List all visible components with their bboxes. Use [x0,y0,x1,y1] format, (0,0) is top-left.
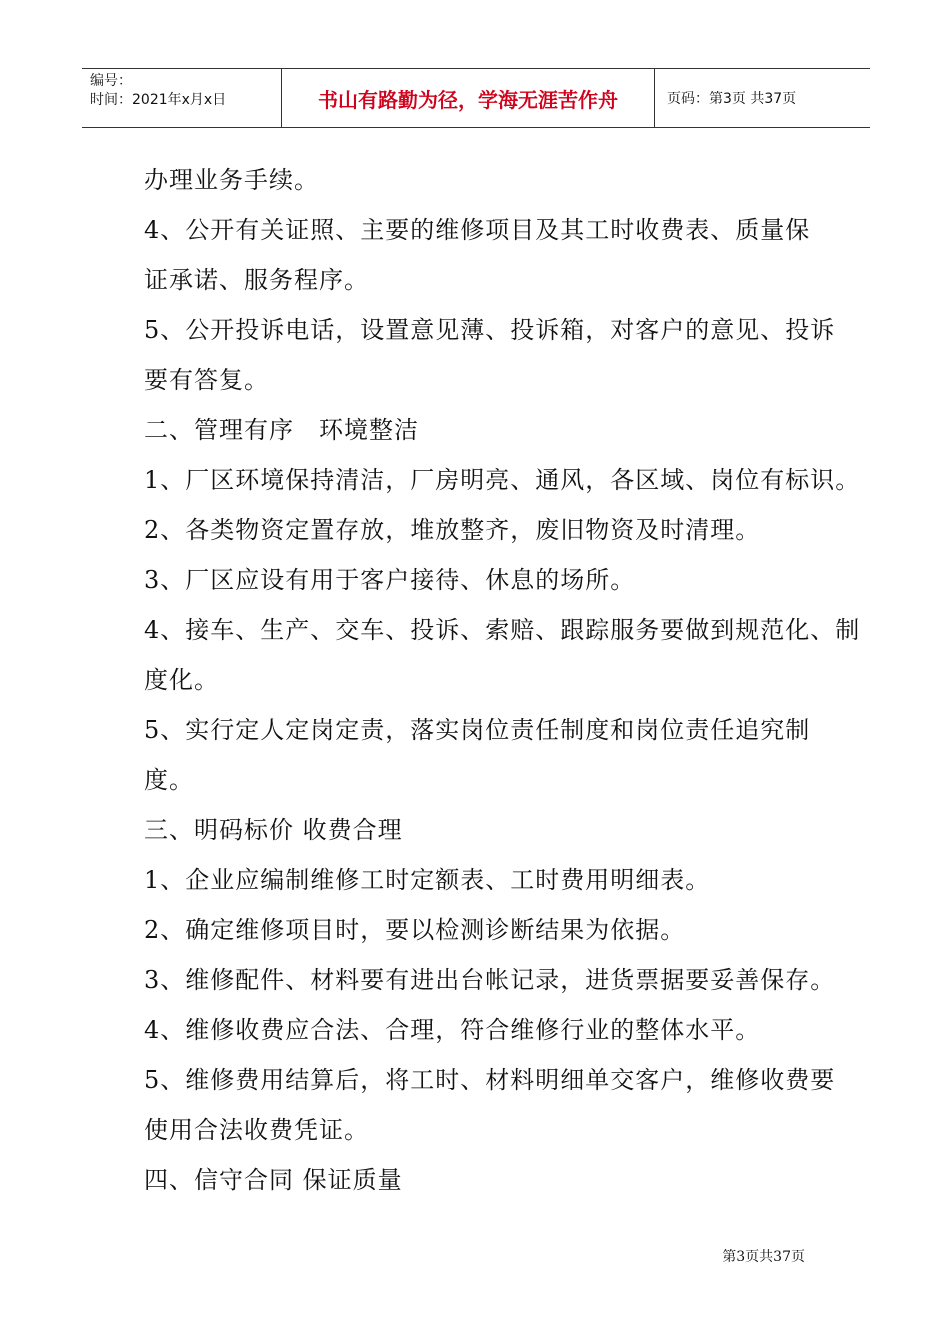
body-line: 使用合法收费凭证。 [144,1116,369,1144]
body-line: 5、公开投诉电话，设置意见薄、投诉箱，对客户的意见、投诉 [144,316,836,344]
body-line: 4、维修收费应合法、合理，符合维修行业的整体水平。 [144,1016,761,1044]
body-line: 1、厂区环境保持清洁，厂房明亮、通风，各区域、岗位有标识。 [144,466,861,494]
body-line: 5、维修费用结算后，将工时、材料明细单交客户，维修收费要 [144,1066,836,1094]
body-line: 2、各类物资定置存放，堆放整齐，废旧物资及时清理。 [144,516,761,544]
header-meta [82,69,282,127]
time-label: 时间：2021年x月x日 [90,92,227,108]
body-line: 度。 [144,766,194,794]
body-line: 3、厂区应设有用于客户接待、休息的场所。 [144,566,636,594]
section-heading: 三、明码标价 收费合理 [144,816,403,844]
number-label: 编号： [90,73,132,89]
section-heading: 四、信守合同 保证质量 [144,1166,403,1194]
body-line: 度化。 [144,666,219,694]
section-heading: 二、管理有序 环境整洁 [144,416,419,444]
body-line: 5、实行定人定岗定责，落实岗位责任制度和岗位责任追究制 [144,716,811,744]
body-line: 4、接车、生产、交车、投诉、索赔、跟踪服务要做到规范化、制 [144,616,861,644]
body-line: 1、企业应编制维修工时定额表、工时费用明细表。 [144,866,711,894]
body-line: 要有答复。 [144,366,269,394]
header-page-info: 页码：第3页 共37页 [667,91,797,107]
page-header [82,68,870,128]
body-line: 办理业务手续。 [144,166,319,194]
body-line: 2、确定维修项目时，要以检测诊断结果为依据。 [144,916,686,944]
header-motto: 书山有路勤为径，学海无涯苦作舟 [282,69,655,127]
body-line: 证承诺、服务程序。 [144,266,369,294]
body-line: 3、维修配件、材料要有进出台帐记录，进货票据要妥善保存。 [144,966,836,994]
body-line: 4、公开有关证照、主要的维修项目及其工时收费表、质量保 [144,216,811,244]
document-body [144,155,861,1205]
page-footer: 第3页共37页 [722,1249,805,1265]
